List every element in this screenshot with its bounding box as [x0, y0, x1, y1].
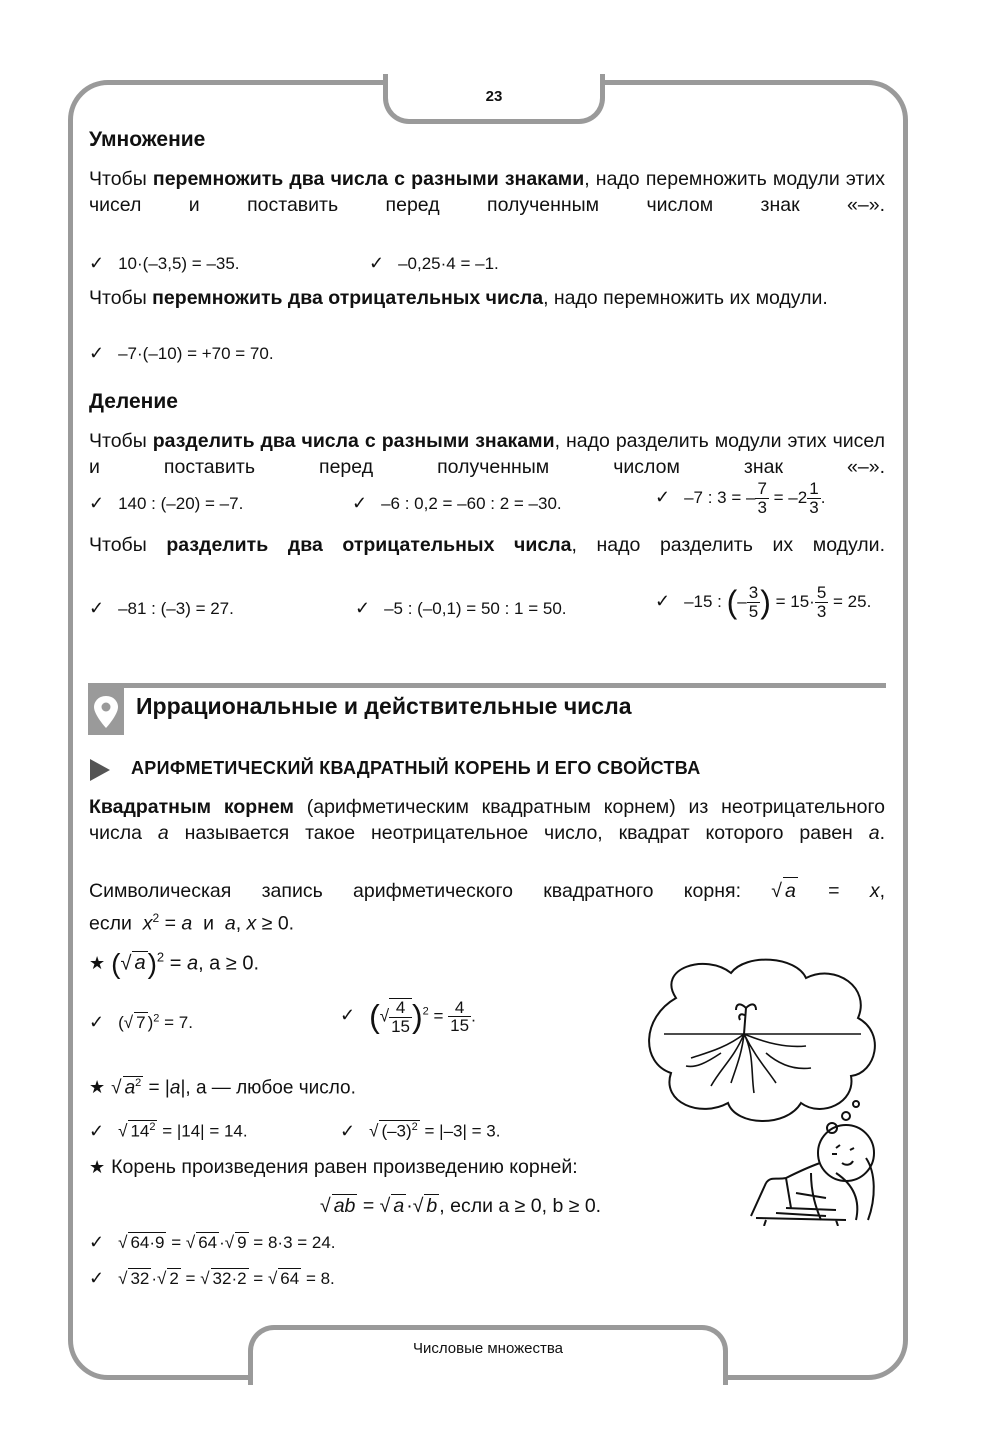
property-3-formula: √ ab = √ a ·√ b , если a ≥ 0, b ≥ 0.: [320, 1195, 602, 1217]
multiplication-example-2: ✓ –0,25·4 = –1.: [369, 253, 499, 273]
property-1: ★ (√ a)$^2$ = a, a ≥ 0.: [89, 948, 260, 979]
division-example-6: ✓ –15 : (– $\frac{3}{5}$ ) = 15· $\frac{5}{3}$ = 25.: [655, 583, 872, 621]
check-icon: ✓: [89, 598, 105, 618]
check-icon: ✓: [89, 253, 105, 273]
sqrt-notation: Символическая запись арифметического квадратного корня: √ a = x,: [89, 877, 885, 904]
check-icon: ✓: [355, 598, 371, 618]
arrow-right-icon: [88, 757, 112, 783]
section-title: Иррациональные и действительные числа: [136, 693, 632, 719]
check-icon: ✓: [369, 253, 385, 273]
check-icon: ✓: [89, 1232, 105, 1252]
location-pin-icon: [88, 688, 124, 735]
page-number: 23: [485, 88, 503, 105]
check-icon: ✓: [89, 1120, 105, 1141]
star-icon: ★: [89, 953, 106, 974]
property-3-example-2: ✓ √ 32 ·√ 2 = √ 32·2 = √ 64 = 8.: [89, 1268, 335, 1288]
check-icon: ✓: [89, 343, 105, 363]
division-example-2: ✓ –6 : 0,2 = –60 : 2 = –30.: [352, 493, 562, 513]
property-2: ★ √ $a^2 = |a|$, a — любое число.: [89, 1077, 356, 1099]
multiplication-heading: Умножение: [89, 128, 206, 151]
check-icon: ✓: [655, 590, 671, 611]
multiplication-rule-2: Чтобы перемножить два отрицательных числа, надо перемножить их модули.: [89, 287, 828, 309]
property-1-example-2: ✓ (√ $\frac{4}{15}$ )$^2$ = $\frac{4}{15}$ .: [340, 997, 476, 1036]
check-icon: ✓: [340, 1120, 356, 1141]
check-icon: ✓: [89, 1268, 105, 1288]
sqrt-notation-condition: если $x^2 = a$ и a, x ≥ 0.: [89, 911, 295, 935]
division-rule-1: Чтобы разделить два числа с разными знаками, надо разделить модули этих чисел и поставить перед полученным числом знак «–».: [89, 430, 885, 478]
multiplication-example-3: ✓ –7·(–10) = +70 = 70.: [89, 343, 274, 363]
star-icon: ★: [89, 1077, 106, 1098]
division-example-1: ✓ 140 : (–20) = –7.: [89, 493, 244, 513]
subsection-title: АРИФМЕТИЧЕСКИЙ КВАДРАТНЫЙ КОРЕНЬ И ЕГО СВОЙСТВА: [131, 758, 701, 778]
division-example-5: ✓ –5 : (–0,1) = 50 : 1 = 50.: [355, 598, 567, 618]
division-rule-2: Чтобы разделить два отрицательных числа, надо разделить их модули.: [89, 534, 885, 556]
property-3: ★ Корень произведения равен произведению корней:: [89, 1156, 578, 1178]
division-heading: Деление: [89, 390, 178, 413]
property-3-example-1: ✓ √ 64·9 = √ 64 ·√ 9 = 8·3 = 24.: [89, 1232, 336, 1252]
division-example-3: ✓ –7 : 3 = – $\frac{7}{3}$ = –2 $\frac{1}{3}$ .: [655, 479, 826, 517]
property-2-example-1: ✓ √ $14^2 = |14| = 14$.: [89, 1120, 248, 1141]
check-icon: ✓: [89, 493, 105, 513]
check-icon: ✓: [340, 1005, 356, 1026]
property-2-example-2: ✓ √ $(-3)^2 = |-3| = 3$.: [340, 1120, 501, 1141]
sqrt-definition: Квадратным корнем (арифметическим квадратным корнем) из неотрицательного числа a называется такое неотрицательное число, квадрат которого равен a.: [89, 796, 885, 844]
multiplication-example-1: ✓ 10·(–3,5) = –35.: [89, 253, 240, 273]
check-icon: ✓: [89, 1012, 105, 1032]
star-icon: ★: [89, 1157, 106, 1177]
division-example-4: ✓ –81 : (–3) = 27.: [89, 598, 234, 618]
thinking-person-illustration: [636, 958, 886, 1226]
check-icon: ✓: [352, 493, 368, 513]
multiplication-rule-1: Чтобы перемножить два числа с разными знаками, надо перемножить модули этих чисел и поставить перед полученным числом знак «–».: [89, 168, 885, 216]
check-icon: ✓: [655, 486, 671, 507]
property-1-example-1: ✓ (√ 7 )$^2$ = 7.: [89, 1012, 193, 1032]
section-header: [88, 683, 886, 735]
footer-title: Числовые множества: [412, 1340, 564, 1357]
